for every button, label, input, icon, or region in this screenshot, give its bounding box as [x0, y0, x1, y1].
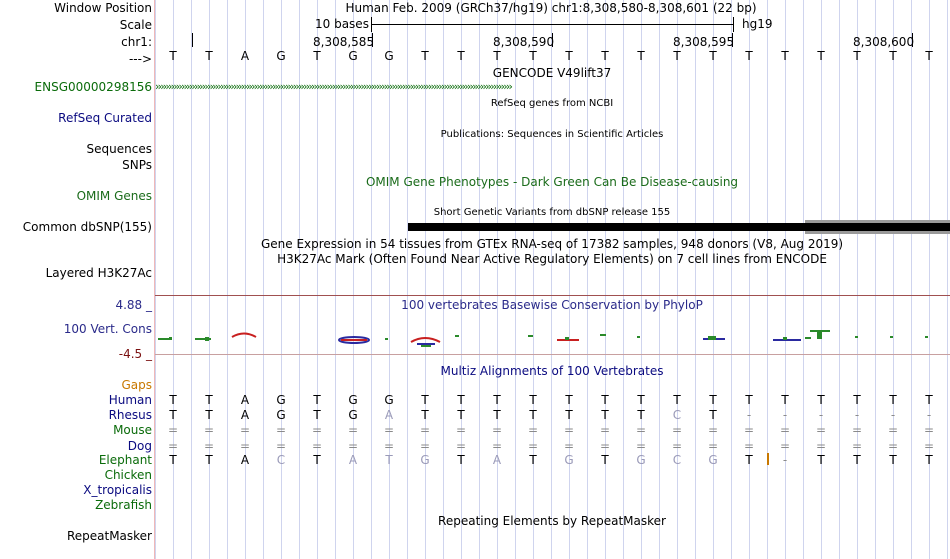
alignment-base: =	[779, 439, 791, 453]
alignment-base: G	[348, 408, 358, 422]
reference-base: T	[529, 49, 537, 63]
scale-label: Scale	[119, 18, 152, 32]
alignment-base: =	[527, 423, 539, 437]
assembly-tag: hg19	[742, 17, 773, 31]
gencode-gene-feature[interactable]: ›››››››››››››››››››››››››››››››››››››››››››››››››››››››››››››››››››››››››››››››››››››››››››››››››››››››››››››››››››››››››››››››››››››››››	[155, 80, 512, 93]
alignment-base: T	[205, 453, 213, 467]
alignment-base: T	[853, 393, 861, 407]
alignment-base: T	[745, 453, 753, 467]
alignment-base: G	[708, 453, 718, 467]
alignment-base: =	[383, 423, 395, 437]
reference-base: T	[205, 49, 213, 63]
alignment-base: C	[276, 453, 286, 467]
gtex-track-title: Gene Expression in 54 tissues from GTEx RNA-seq of 17382 samples, 948 donors (V8, Aug 2019)	[260, 237, 844, 251]
alignment-base: =	[707, 439, 719, 453]
alignment-base: =	[635, 423, 647, 437]
species-label-x_tropicalis[interactable]: X_tropicalis	[83, 483, 152, 497]
alignment-base: =	[563, 423, 575, 437]
alignment-base: T	[385, 453, 393, 467]
h3k27ac-track-label[interactable]: Layered H3K27Ac	[45, 266, 152, 280]
species-label-dog[interactable]: Dog	[127, 439, 152, 453]
coord-label-1: 8,308,585	[313, 35, 375, 49]
reference-base: T	[925, 49, 933, 63]
alignment-base: T	[637, 393, 645, 407]
alignment-base: T	[529, 453, 537, 467]
reference-base: T	[637, 49, 645, 63]
conservation-track-title: 100 vertebrates Basewise Conservation by PhyloP	[401, 298, 703, 312]
reference-base: T	[493, 49, 501, 63]
alignment-base: T	[637, 408, 645, 422]
refseq-track-label[interactable]: RefSeq Curated	[58, 111, 152, 125]
alignment-base: =	[167, 439, 179, 453]
alignment-base: =	[311, 439, 323, 453]
scale-text: 10 bases	[315, 17, 369, 31]
alignment-base: =	[527, 439, 539, 453]
alignment-base: T	[781, 393, 789, 407]
species-label-rhesus[interactable]: Rhesus	[108, 408, 152, 422]
alignment-base: T	[421, 408, 429, 422]
alignment-base: T	[421, 393, 429, 407]
reference-base: T	[781, 49, 789, 63]
alignment-base: T	[493, 408, 501, 422]
gencode-track-label[interactable]: ENSG00000298156	[34, 80, 152, 94]
alignment-base: =	[887, 423, 899, 437]
reference-base: T	[745, 49, 753, 63]
window-position-label: Window Position	[54, 1, 152, 15]
alignment-base: T	[169, 453, 177, 467]
conservation-graph[interactable]	[155, 322, 950, 350]
species-label-mouse[interactable]: Mouse	[113, 423, 152, 437]
alignment-base: G	[276, 393, 286, 407]
species-label-chicken[interactable]: Chicken	[104, 468, 152, 482]
alignment-base: G	[636, 453, 646, 467]
alignment-base: =	[851, 439, 863, 453]
alignment-base: T	[493, 393, 501, 407]
repeatmasker-track-title: Repeating Elements by RepeatMasker	[438, 514, 666, 528]
alignment-base: T	[889, 453, 897, 467]
refseq-track-title: RefSeq genes from NCBI	[490, 98, 614, 109]
reference-base: T	[313, 49, 321, 63]
alignment-base: =	[491, 423, 503, 437]
alignment-base: A	[240, 408, 250, 422]
alignment-base: =	[203, 423, 215, 437]
coord-label-3: 8,308,595	[673, 35, 735, 49]
alignment-base: =	[671, 423, 683, 437]
reference-base: T	[421, 49, 429, 63]
alignment-base: =	[275, 439, 287, 453]
reference-base: G	[276, 49, 286, 63]
track-labels-panel	[0, 0, 154, 559]
ruler-tick	[192, 33, 193, 47]
alignment-base: T	[313, 408, 321, 422]
species-label-zebrafish[interactable]: Zebrafish	[95, 498, 152, 512]
alignment-base: =	[239, 439, 251, 453]
omim-track-title: OMIM Gene Phenotypes - Dark Green Can Be Disease-causing	[365, 175, 739, 189]
alignment-base: =	[887, 439, 899, 453]
alignment-base: G	[384, 393, 394, 407]
alignment-base: T	[457, 408, 465, 422]
alignment-base: =	[743, 423, 755, 437]
alignment-base: T	[169, 393, 177, 407]
alignment-base: =	[491, 439, 503, 453]
track-display-area[interactable]	[155, 0, 950, 559]
coord-label-4: 8,308,600	[853, 35, 915, 49]
strand-arrow-label: --->	[128, 52, 152, 66]
alignment-base: -	[890, 408, 896, 422]
reference-base: T	[601, 49, 609, 63]
reference-base: T	[169, 49, 177, 63]
alignment-base: T	[853, 453, 861, 467]
alignment-base: T	[925, 453, 933, 467]
reference-base: A	[240, 49, 250, 63]
conservation-top-border	[155, 295, 950, 296]
alignment-base: T	[817, 453, 825, 467]
scale-bar-right-tick	[733, 17, 734, 32]
alignment-base: =	[815, 439, 827, 453]
alignment-base: =	[347, 439, 359, 453]
alignment-base: T	[673, 393, 681, 407]
alignment-base: -	[782, 453, 788, 467]
gencode-track-title: GENCODE V49lift37	[492, 66, 612, 80]
dbsnp-variant-bar[interactable]	[408, 223, 805, 231]
conservation-min-label: -4.5 _	[118, 347, 152, 361]
alignment-base: G	[564, 453, 574, 467]
multiz-track-title: Multiz Alignments of 100 Vertebrates	[440, 364, 664, 378]
alignment-base: T	[205, 393, 213, 407]
alignment-base: T	[709, 393, 717, 407]
alignment-base: =	[563, 439, 575, 453]
alignment-base: =	[311, 423, 323, 437]
reference-base: T	[673, 49, 681, 63]
conservation-marks	[158, 330, 928, 347]
alignment-base: A	[492, 453, 502, 467]
alignment-base: =	[743, 439, 755, 453]
alignment-base: -	[746, 408, 752, 422]
alignment-base: =	[671, 439, 683, 453]
alignment-base: T	[457, 453, 465, 467]
dbsnp-variant-bar-core[interactable]	[805, 223, 950, 231]
alignment-base: =	[923, 439, 935, 453]
reference-base: G	[384, 49, 394, 63]
species-label-human[interactable]: Human	[108, 393, 152, 407]
alignment-base: =	[455, 439, 467, 453]
alignment-base: T	[601, 408, 609, 422]
omim-track-label[interactable]: OMIM Genes	[76, 189, 152, 203]
alignment-base: T	[565, 393, 573, 407]
coord-label-2: 8,308,590	[493, 35, 555, 49]
alignment-base: A	[240, 393, 250, 407]
alignment-base: =	[923, 423, 935, 437]
publications-track-title: Publications: Sequences in Scientific Articles	[440, 129, 664, 140]
alignment-base: G	[348, 393, 358, 407]
repeatmasker-track-label[interactable]: RepeatMasker	[66, 529, 152, 543]
alignment-base: -	[854, 408, 860, 422]
alignment-base: =	[599, 439, 611, 453]
h3k27ac-track-title: H3K27Ac Mark (Often Found Near Active Regulatory Elements) on 7 cell lines from ENCODE	[277, 252, 827, 266]
alignment-base: T	[709, 408, 717, 422]
alignment-base: -	[818, 408, 824, 422]
alignment-base: -	[782, 408, 788, 422]
alignment-base: =	[419, 439, 431, 453]
alignment-base: =	[455, 423, 467, 437]
assembly-position-title: Human Feb. 2009 (GRCh37/hg19) chr1:8,308,580-8,308,601 (22 bp)	[345, 1, 757, 15]
alignment-base: =	[167, 423, 179, 437]
alignment-base: =	[635, 439, 647, 453]
alignment-base: =	[599, 423, 611, 437]
alignment-base: T	[457, 393, 465, 407]
reference-base: T	[457, 49, 465, 63]
gaps-track-label[interactable]: Gaps	[121, 378, 152, 392]
dbsnp-track-label[interactable]: Common dbSNP(155)	[22, 220, 152, 234]
reference-base: T	[853, 49, 861, 63]
species-label-elephant[interactable]: Elephant	[98, 453, 152, 467]
alignment-base: G	[276, 408, 286, 422]
alignment-base: T	[889, 393, 897, 407]
alignment-base: =	[383, 439, 395, 453]
alignment-base: T	[205, 408, 213, 422]
alignment-base: C	[672, 408, 682, 422]
reference-base: T	[889, 49, 897, 63]
alignment-base: T	[169, 408, 177, 422]
reference-base: T	[565, 49, 573, 63]
alignment-base: C	[672, 453, 682, 467]
alignment-base: T	[529, 408, 537, 422]
alignment-base: -	[926, 408, 932, 422]
reference-base: G	[348, 49, 358, 63]
alignment-base: A	[384, 408, 394, 422]
alignment-base: T	[817, 393, 825, 407]
alignment-base: T	[313, 393, 321, 407]
dbsnp-track-title: Short Genetic Variants from dbSNP release 155	[433, 207, 671, 218]
alignment-base: T	[745, 393, 753, 407]
elephant-insertion-marker	[767, 453, 769, 465]
alignment-base: =	[815, 423, 827, 437]
conservation-max-label: 4.88 _	[115, 298, 152, 312]
conservation-track-label[interactable]: 100 Vert. Cons	[63, 322, 152, 336]
reference-base: T	[709, 49, 717, 63]
scale-bar-left-tick	[371, 17, 372, 32]
alignment-base: =	[203, 439, 215, 453]
alignment-base: A	[348, 453, 358, 467]
alignment-base: =	[707, 423, 719, 437]
alignment-base: A	[240, 453, 250, 467]
alignment-base: T	[565, 408, 573, 422]
publications-snps-label[interactable]: SNPs	[122, 158, 152, 172]
alignment-base: T	[601, 393, 609, 407]
alignment-base: =	[851, 423, 863, 437]
alignment-base: G	[420, 453, 430, 467]
alignment-base: T	[925, 393, 933, 407]
reference-base: T	[817, 49, 825, 63]
alignment-base: =	[347, 423, 359, 437]
alignment-base: =	[419, 423, 431, 437]
alignment-base: T	[601, 453, 609, 467]
alignment-base: =	[239, 423, 251, 437]
alignment-base: =	[779, 423, 791, 437]
alignment-base: T	[529, 393, 537, 407]
alignment-base: =	[275, 423, 287, 437]
scale-bar	[371, 24, 733, 25]
alignment-base: T	[313, 453, 321, 467]
conservation-bottom-border	[155, 354, 950, 355]
chr-label: chr1:	[121, 35, 152, 49]
publications-sequences-label[interactable]: Sequences	[86, 142, 152, 156]
